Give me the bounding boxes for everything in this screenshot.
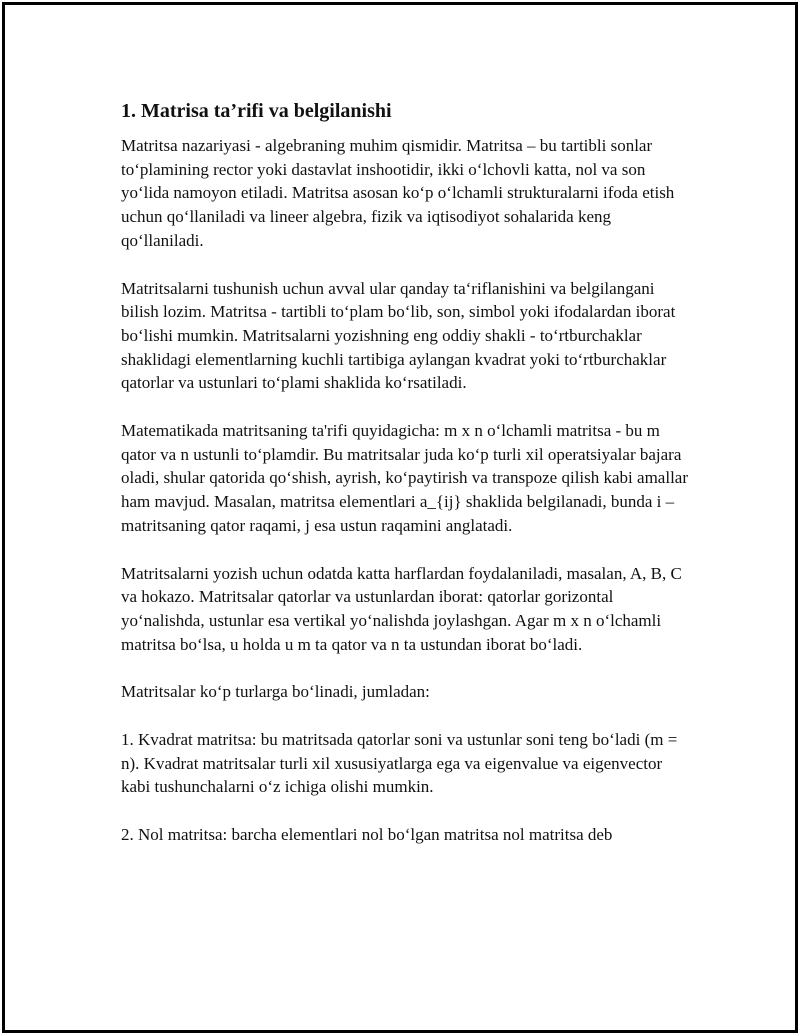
section-heading: 1. Matrisa ta’rifi va belgilanishi <box>121 100 392 122</box>
paragraph-definition: Matritsalarni tushunish uchun avval ular qanday taʻriflanishini va belgilangani bilish lozim. Matritsa - tartibli toʻplam boʻlib, son, simbol yoki ifodalardan iborat boʻlishi mumkin. Matritsalarni yozishning eng oddiy shakli - toʻrtburchaklar shaklidagi elementlarning kuchli tartibiga aylangan kvadrat yoki toʻrtburchaklar qatorlar va ustunlari toʻplami shaklida koʻrsatiladi. <box>121 278 676 393</box>
page-frame <box>2 2 798 1033</box>
document-body <box>121 98 695 871</box>
list-item-square-matrix: 1. Kvadrat matritsa: bu matritsada qatorlar soni va ustunlar soni teng boʻladi (m = n). Kvadrat matritsalar turli xil xususiyatlarga ega va eigenvalue va eigenvector kabi tushunchalarni oʻz ichiga olishi mumkin. <box>121 730 678 797</box>
paragraph-notation: Matritsalarni yozish uchun odatda katta harflardan foydalaniladi, masalan, A, B, C va hokazo. Matritsalar qatorlar va ustunlardan iborat: qatorlar gorizontal yoʻnalishda, ustunlar esa vertikal yoʻnalishda joylashgan. Agar m x n oʻlchamli matritsa boʻlsa, u holda u m ta qator va n ta ustundan iborat boʻladi. <box>121 563 682 654</box>
paragraph-mxn-definition: Matematikada matritsaning ta'rifi quyidagicha: m x n oʻlchamli matritsa - bu m qator va n ustunli toʻplamdir. Bu matritsalar juda koʻp turli xil operatsiyalar bajara oladi, shular qatorida qoʻshish, ayrish, koʻpaytirish va transpoze qilish kabi amallar ham mavjud. Masalan, matritsa elementlari a_{ij} shaklida belgilanadi, bunda i – matritsaning qator raqami, j esa ustun raqamini anglatadi. <box>121 421 689 535</box>
paragraph-types-intro: Matritsalar koʻp turlarga boʻlinadi, jumladan: <box>121 682 430 702</box>
paragraph-intro: Matritsa nazariyasi - algebraning muhim qismidir. Matritsa – bu tartibli sonlar toʻplamining rector yoki dastavlat inshootidir, ikki oʻlchovli katta, nol va son yoʻlida namoyon etiladi. Matritsa asosan koʻp oʻlchamli strukturalarni ifoda etish uchun qoʻllaniladi va lineer algebra, fizik va iqtisodiyot sohalarida keng qoʻllaniladi. <box>121 136 675 250</box>
list-item-zero-matrix: 2. Nol matritsa: barcha elementlari nol boʻlgan matritsa nol matritsa deb <box>121 825 613 845</box>
